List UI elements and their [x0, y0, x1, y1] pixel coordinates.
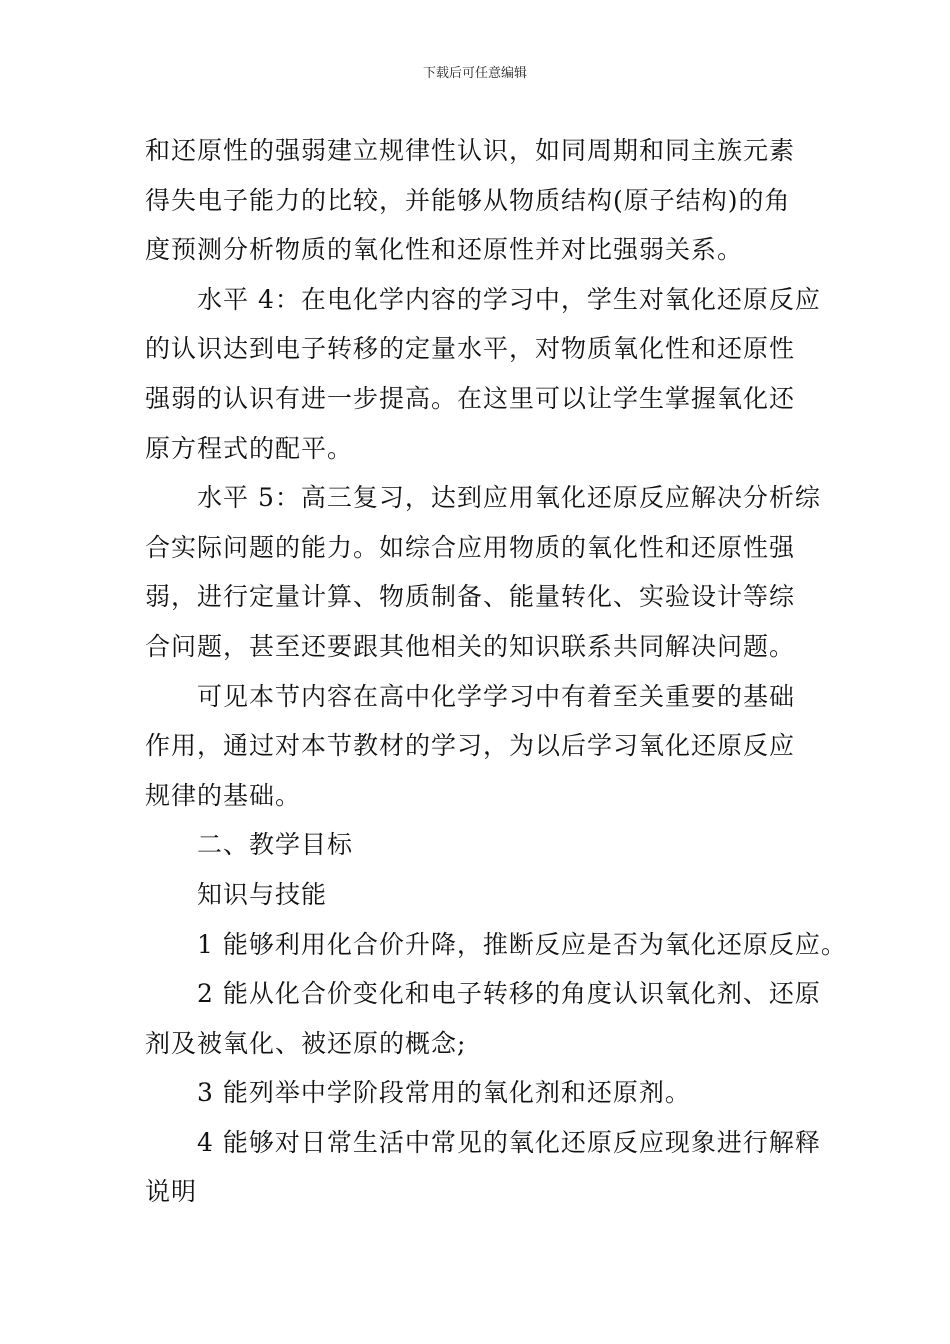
text-line: 强弱的认识有进一步提高。在这里可以让学生掌握氧化还 [145, 383, 796, 413]
text-line: 水平 4：在电化学内容的学习中，学生对氧化还原反应 [197, 284, 821, 314]
text-line: 得失电子能力的比较，并能够从物质结构(原子结构)的角 [145, 185, 791, 215]
text-line: 1 能够利用化合价升降，推断反应是否为氧化还原反应。 [197, 929, 847, 959]
text-line: 的认识达到电子转移的定量水平，对物质氧化性和还原性 [145, 334, 796, 364]
document-body [145, 126, 847, 1217]
text-line: 可见本节内容在高中化学学习中有着至关重要的基础 [197, 681, 796, 711]
text-line: 说明 [145, 1177, 198, 1207]
text-line: 合实际问题的能力。如综合应用物质的氧化性和还原性强 [145, 532, 796, 562]
text-line: 水平 5：高三复习，达到应用氧化还原反应解决分析综 [197, 483, 821, 513]
page-header: 下载后可任意编辑 [422, 66, 527, 81]
text-line: 规律的基础。 [145, 780, 302, 810]
section-heading: 二、教学目标 [197, 830, 354, 860]
subsection-heading: 知识与技能 [197, 879, 328, 909]
text-line: 和还原性的强弱建立规律性认识，如同周期和同主族元素 [145, 136, 796, 165]
text-line: 2 能从化合价变化和电子转移的角度认识氧化剂、还原 [197, 979, 821, 1009]
text-line: 合问题，甚至还要跟其他相关的知识联系共同解决问题。 [145, 631, 796, 661]
text-line: 弱，进行定量计算、物质制备、能量转化、实验设计等综 [145, 582, 796, 612]
text-line: 3 能列举中学阶段常用的氧化剂和还原剂。 [197, 1078, 691, 1108]
text-line: 4 能够对日常生活中常见的氧化还原反应现象进行解释 [197, 1127, 821, 1157]
text-line: 作用，通过对本节教材的学习，为以后学习氧化还原反应 [145, 731, 796, 761]
text-line: 原方程式的配平。 [145, 433, 354, 463]
text-line: 剂及被氧化、被还原的概念; [145, 1028, 467, 1058]
text-line: 度预测分析物质的氧化性和还原性并对比强弱关系。 [145, 235, 744, 265]
